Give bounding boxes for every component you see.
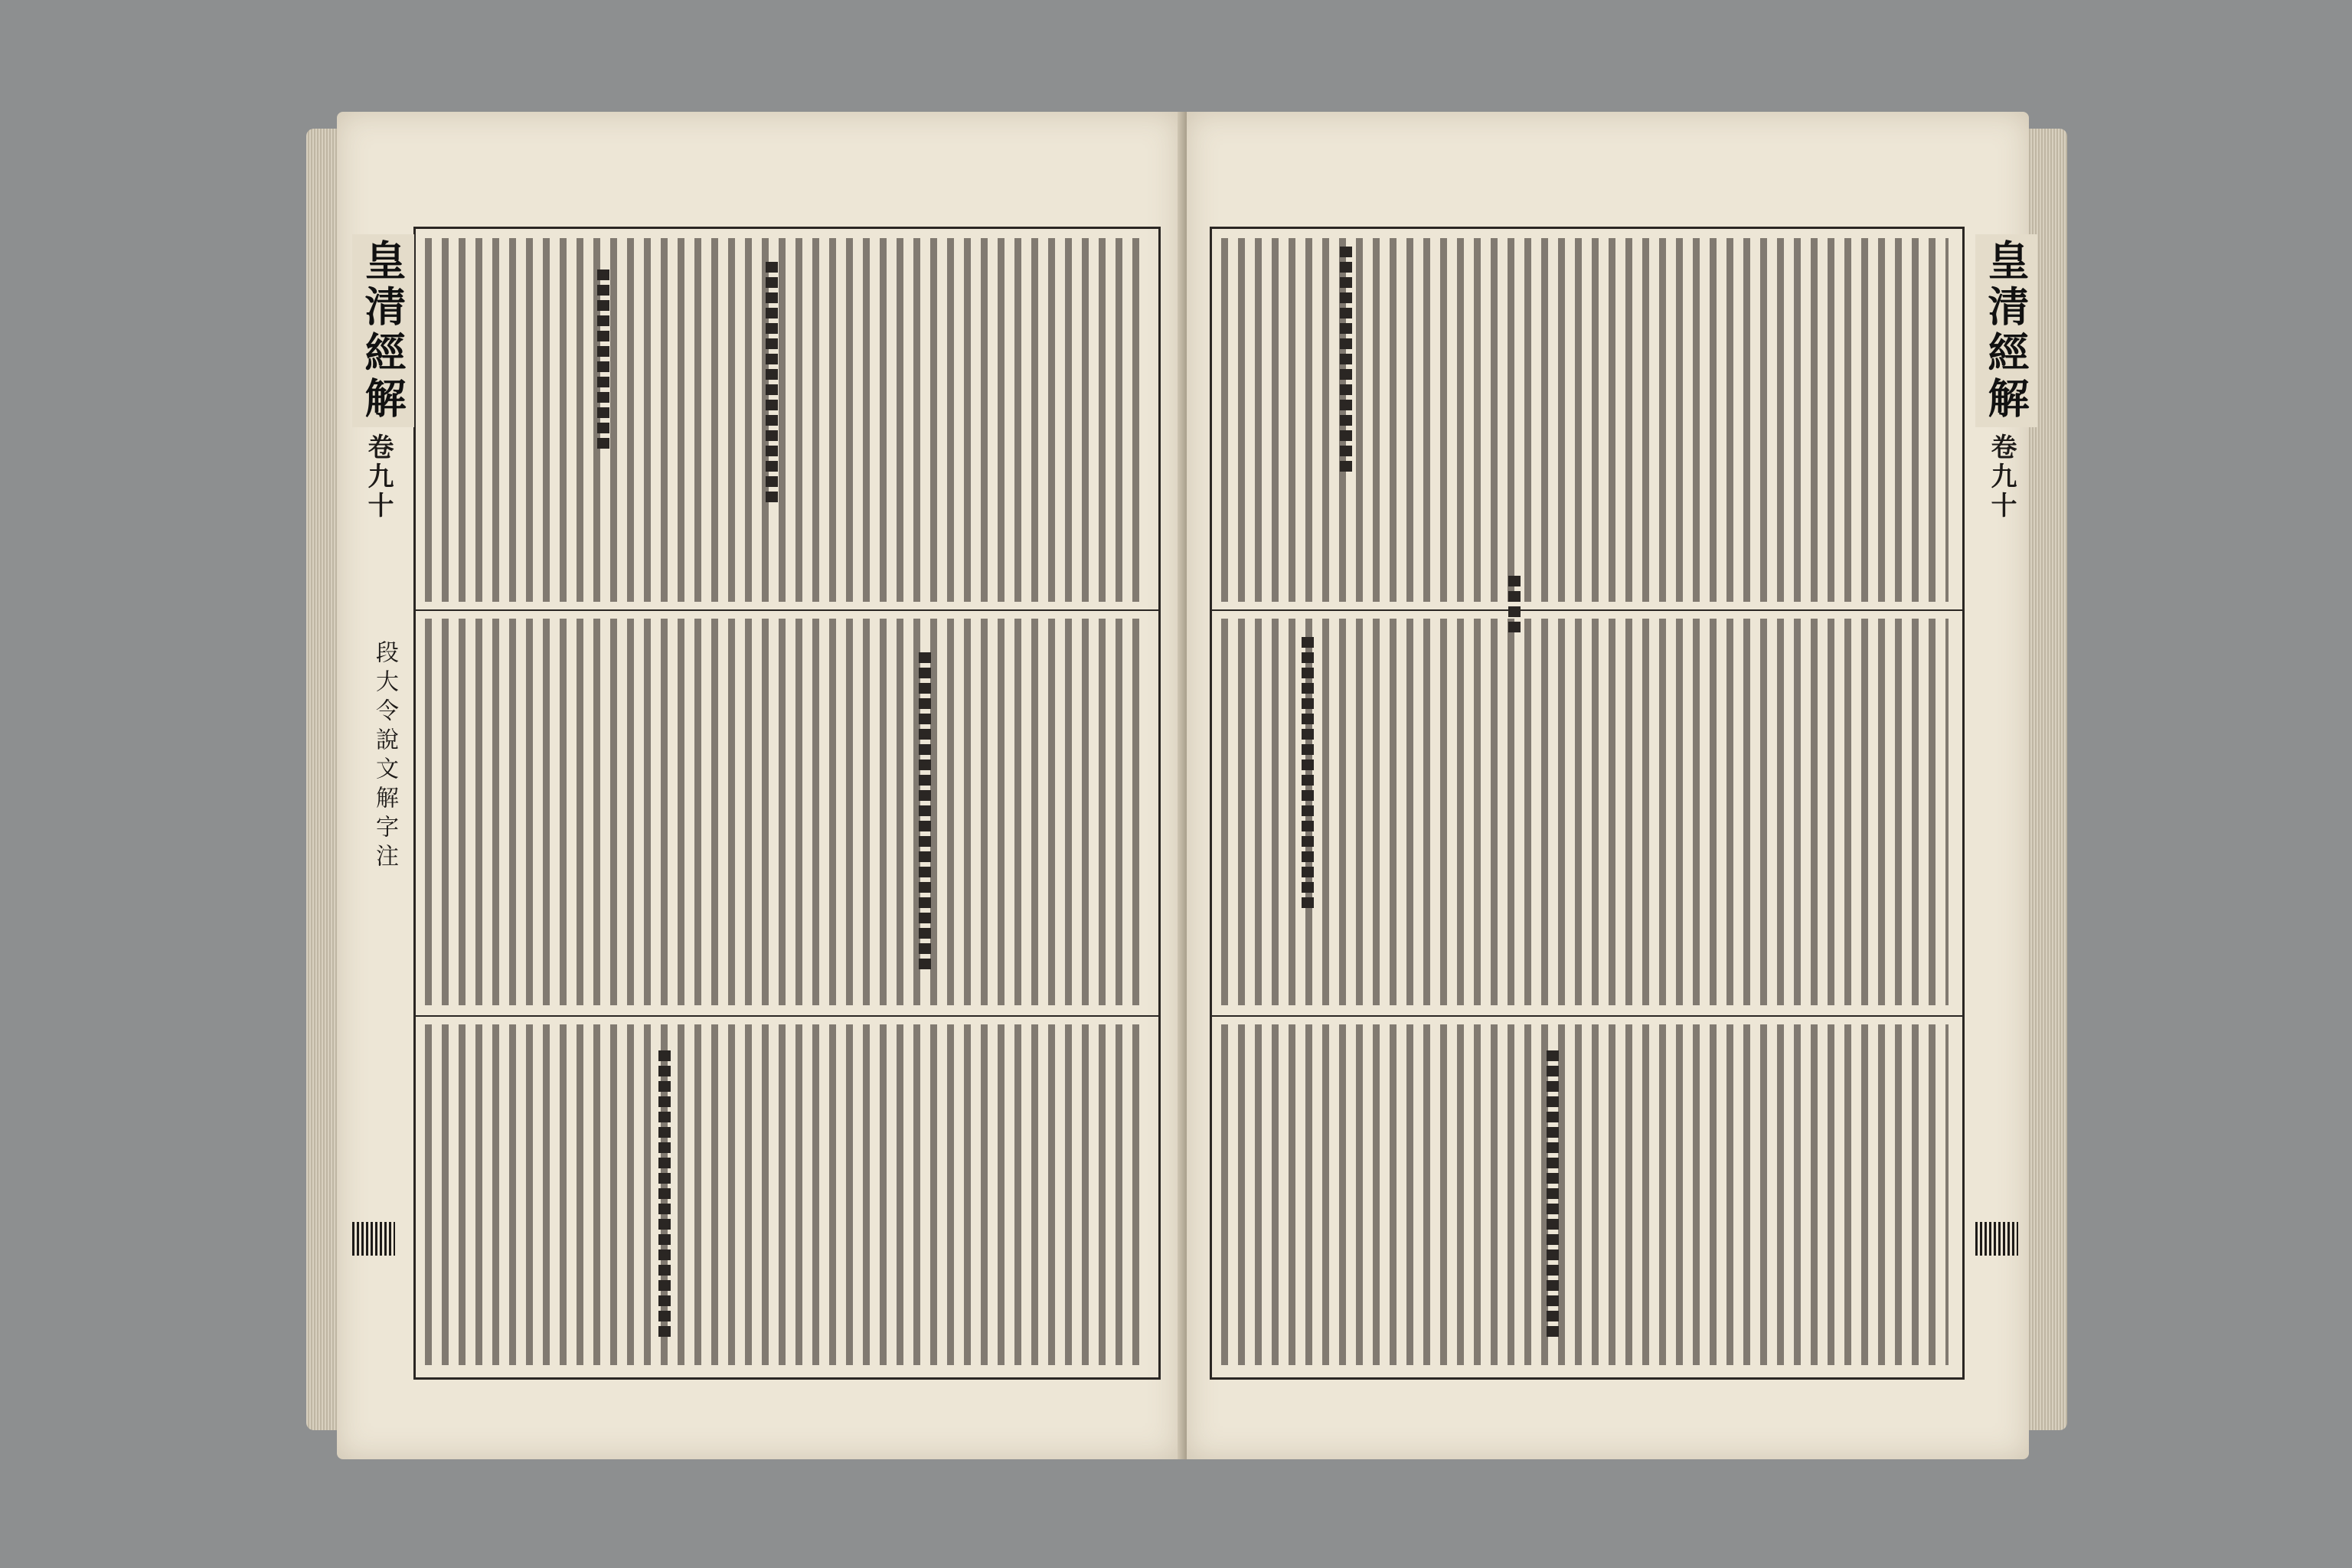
right-heading-col-4 [1547, 1046, 1559, 1337]
left-page-marker [352, 1222, 395, 1256]
left-header-title: 皇清經解 [352, 234, 414, 427]
right-page-marker [1975, 1222, 2018, 1256]
right-volume-label: 卷九十 [1986, 433, 2017, 521]
left-bottom-text [425, 1024, 1145, 1365]
left-band-divider-2 [413, 1015, 1158, 1017]
left-heading-col-2 [766, 257, 778, 502]
left-middle-text [425, 619, 1145, 1005]
right-header-title: 皇清經解 [1975, 234, 2037, 427]
right-band-divider-2 [1210, 1015, 1962, 1017]
right-top-text [1221, 238, 1949, 602]
left-heading-col-4 [658, 1046, 671, 1337]
right-heading-col-3 [1302, 632, 1314, 908]
left-side-title: 段大令說文解字注 [371, 640, 398, 873]
open-book [306, 98, 2067, 1499]
left-band-divider-1 [413, 609, 1158, 611]
left-heading-col-3 [919, 648, 931, 969]
right-bottom-text [1221, 1024, 1949, 1365]
right-page [1187, 112, 2029, 1459]
right-middle-text [1221, 619, 1949, 1005]
right-heading-col-2 [1508, 571, 1521, 632]
left-heading-col-1 [597, 265, 609, 449]
left-top-text [425, 238, 1145, 602]
left-page [337, 112, 1179, 1459]
right-band-divider-1 [1210, 609, 1962, 611]
left-volume-label: 卷九十 [363, 433, 394, 521]
right-heading-col-1 [1340, 242, 1352, 472]
